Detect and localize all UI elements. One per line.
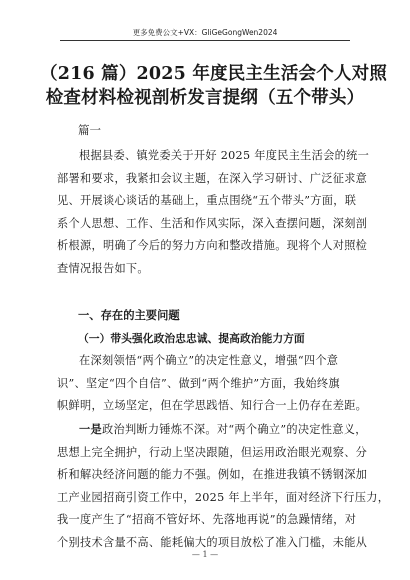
heading-level-2: （一）带头强化政治忠忠诚、提高政治能力方面 (78, 332, 305, 345)
heading-level-1: 一、存在的主要问题 (78, 309, 180, 322)
page-number: — 1 — (191, 550, 219, 559)
intro-line: 部署和要求，我紧扣会议主题，在深入学习研讨、广泛征求意 (57, 171, 368, 185)
header-banner: 更多免费公文+VX：GliGeGongWen2024 (60, 26, 350, 41)
intro-line: 析根源，明确了今后的努力方向和整改措施。现将个人对照检 (57, 239, 368, 252)
intro-line: 系个人思想、工作、生活和作风实际，深入查摆问题，深刻剖 (57, 216, 368, 230)
para3-first-line (57, 418, 367, 442)
para2-line: 帜鲜明，立场坚定，但在学思践悟、知行合一上仍存在差距。 (57, 399, 368, 412)
para3-lead: 一是 (79, 422, 102, 436)
para2-line: 识”、坚定“四个自信”、做到“两个维护”方面，我始终旗 (57, 376, 340, 390)
paragraph-2 (57, 350, 368, 418)
para3-line: 析和解决经济问题的能力不强。例如，在推进我镇不锈钢深加 (57, 468, 368, 481)
document-title (40, 62, 388, 110)
para3-line: 个别技术含量不高、能耗偏大的项目放松了准入门槛，未能从 (57, 535, 368, 549)
intro-line: 根据县委、镇党委关于开好 2025 年度民主生活会的统一 (79, 149, 370, 162)
title-line-1: （216 篇）2025 年度民主生活会个人对照 (40, 64, 388, 84)
section-label: 篇一 (78, 123, 101, 137)
paragraph-3 (57, 418, 390, 554)
intro-line: 见、开展谈心谈话的基础上，重点围绕“五个带头”方面，联 (57, 194, 357, 207)
para2-line: 在深刻领悟“两个确立”的决定性意义，增强“四个意 (79, 354, 339, 367)
para3-line: 工产业园招商引资工作中，2025 年上半年，面对经济下行压力， (57, 490, 390, 504)
intro-line: 查情况报告如下。 (57, 261, 149, 275)
para3-line: 我一度产生了“招商不管好坏、先落地再说”的急躁情绪，对 (57, 513, 357, 526)
title-line-2: 检查材料检视剖析发言提纲（五个带头） (45, 88, 365, 108)
para3-first-rest: 政治判断力锤炼不深。对“两个确立”的决定性意义， (101, 423, 367, 436)
intro-paragraph (57, 145, 370, 280)
para3-line: 思想上完全拥护，行动上坚决跟随，但运用政治眼光观察、分 (57, 445, 368, 459)
